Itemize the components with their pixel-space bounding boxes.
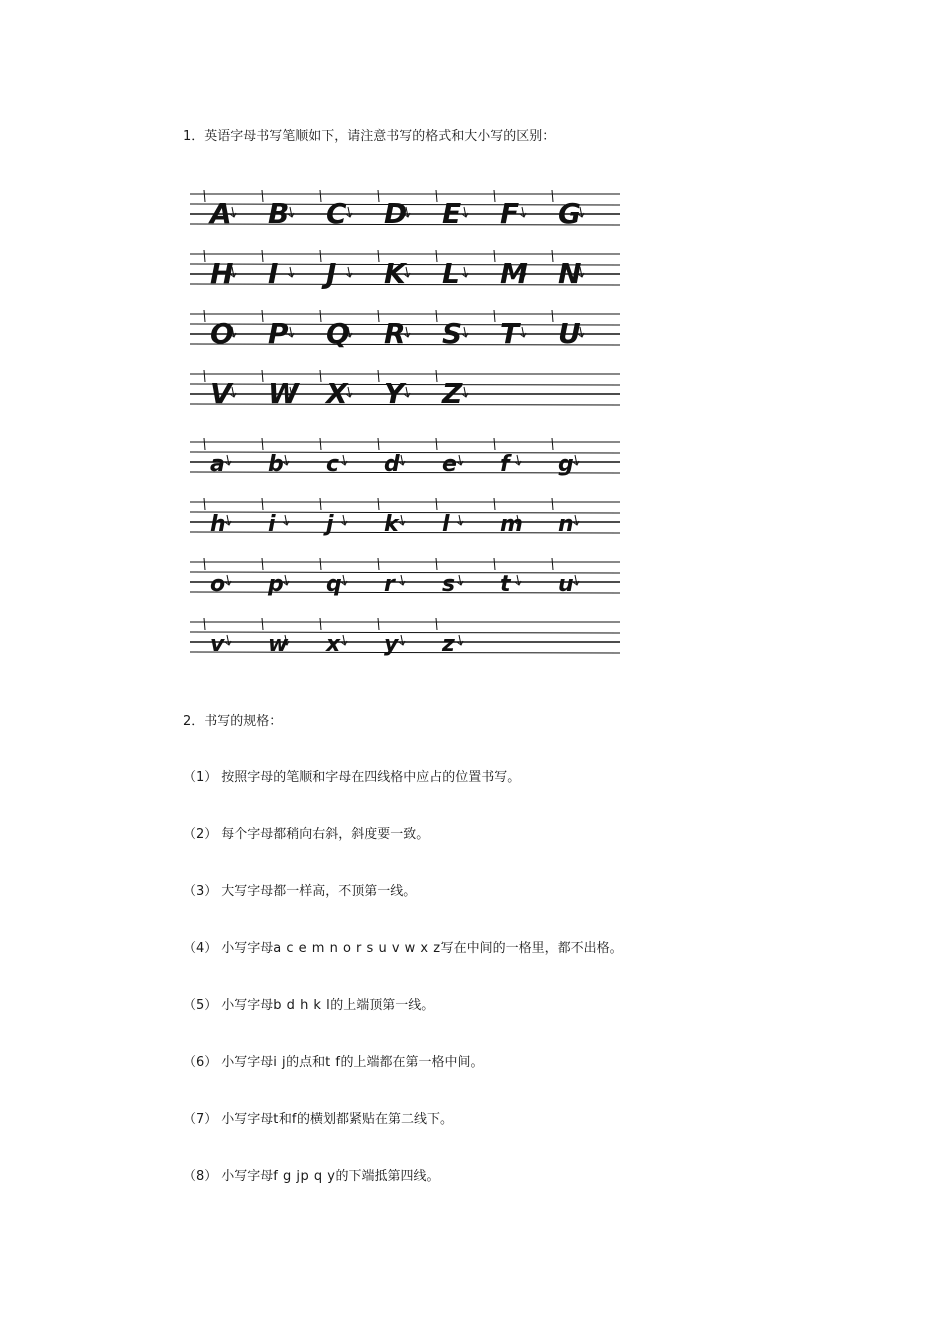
practice-letter: h bbox=[210, 512, 226, 537]
rule-text-pre: 小写字母 bbox=[221, 941, 274, 956]
stroke-arrow-icon bbox=[346, 267, 352, 277]
rule-text-post: 的上端都在第一格中间。 bbox=[340, 1055, 484, 1070]
guide-line bbox=[190, 532, 620, 533]
stroke-tick-icon bbox=[204, 618, 205, 630]
stroke-tick-icon bbox=[494, 498, 495, 510]
practice-letter: n bbox=[558, 512, 574, 537]
practice-letter: A bbox=[210, 197, 232, 230]
stroke-arrow-icon bbox=[283, 515, 289, 525]
stroke-arrow-icon bbox=[520, 327, 526, 337]
stroke-arrow-icon bbox=[573, 455, 579, 465]
rule-text-pre: 小写字母 bbox=[221, 1055, 274, 1070]
stroke-tick-icon bbox=[204, 310, 205, 322]
rule-1 bbox=[183, 770, 520, 786]
stroke-arrow-icon bbox=[462, 207, 468, 217]
practice-letter: p bbox=[268, 572, 284, 597]
rule-letters: f g jp q y bbox=[273, 1169, 336, 1184]
practice-letter: d bbox=[384, 452, 400, 477]
stroke-tick-icon bbox=[320, 250, 321, 262]
stroke-tick-icon bbox=[378, 498, 379, 510]
practice-letter: b bbox=[268, 452, 284, 477]
practice-letter: C bbox=[326, 197, 347, 230]
practice-letter: v bbox=[210, 632, 225, 657]
stroke-tick-icon bbox=[204, 438, 205, 450]
practice-letter: r bbox=[384, 572, 395, 597]
rule-number: （5） bbox=[183, 998, 218, 1013]
stroke-tick-icon bbox=[320, 558, 321, 570]
rule-number: （3） bbox=[183, 884, 218, 899]
practice-letter: V bbox=[210, 377, 232, 410]
rule-6 bbox=[183, 1055, 484, 1071]
guide-line bbox=[190, 512, 620, 513]
stroke-tick-icon bbox=[320, 190, 321, 202]
practice-letter: f bbox=[500, 452, 510, 477]
rule-text-post: 的下端抵第四线。 bbox=[335, 1169, 440, 1184]
stroke-tick-icon bbox=[552, 558, 553, 570]
rule-text-mid: 和 bbox=[278, 1112, 292, 1127]
rule-text-post: 写在中间的一格里，都不出格。 bbox=[440, 941, 623, 956]
stroke-tick-icon bbox=[378, 618, 379, 630]
stroke-arrow-icon bbox=[573, 515, 579, 525]
practice-letter: G bbox=[558, 197, 581, 230]
rule-number: （2） bbox=[183, 827, 218, 842]
section-2-heading: 2．书写的规格： bbox=[183, 714, 283, 729]
stroke-arrow-icon bbox=[399, 515, 405, 525]
stroke-tick-icon bbox=[262, 190, 263, 202]
practice-letter: P bbox=[268, 317, 289, 350]
stroke-tick-icon bbox=[436, 190, 437, 202]
rule-text-post: 的横划都紧贴在第二线下。 bbox=[297, 1112, 454, 1127]
practice-letter: S bbox=[442, 317, 463, 350]
stroke-tick-icon bbox=[378, 250, 379, 262]
rule-5 bbox=[183, 998, 434, 1014]
rule-7 bbox=[183, 1112, 453, 1128]
stroke-arrow-icon bbox=[288, 267, 294, 277]
practice-letter: l bbox=[442, 512, 450, 537]
stroke-tick-icon bbox=[262, 250, 263, 262]
stroke-tick-icon bbox=[320, 370, 321, 382]
rule-8 bbox=[183, 1169, 439, 1185]
handwriting-letter-chart bbox=[190, 180, 622, 670]
practice-letter: U bbox=[558, 317, 581, 350]
guide-line bbox=[190, 384, 620, 385]
rule-letters: b d h k l bbox=[273, 998, 331, 1013]
stroke-arrow-icon bbox=[283, 455, 289, 465]
rule-number: （1） bbox=[183, 770, 218, 785]
practice-letter: s bbox=[442, 572, 456, 597]
stroke-arrow-icon bbox=[520, 207, 526, 217]
stroke-tick-icon bbox=[436, 310, 437, 322]
rule-letters: t bbox=[273, 1112, 279, 1127]
stroke-arrow-icon bbox=[341, 575, 347, 585]
stroke-arrow-icon bbox=[225, 455, 231, 465]
stroke-tick-icon bbox=[204, 498, 205, 510]
practice-letter: u bbox=[558, 572, 574, 597]
practice-letter: x bbox=[326, 632, 341, 657]
practice-letter: t bbox=[500, 572, 511, 597]
stroke-tick-icon bbox=[494, 438, 495, 450]
stroke-tick-icon bbox=[494, 250, 495, 262]
stroke-tick-icon bbox=[552, 310, 553, 322]
stroke-arrow-icon bbox=[225, 635, 231, 645]
stroke-tick-icon bbox=[262, 558, 263, 570]
stroke-arrow-icon bbox=[462, 327, 468, 337]
stroke-tick-icon bbox=[320, 438, 321, 450]
practice-letter: M bbox=[500, 257, 528, 290]
rule-text: 按照字母的笔顺和字母在四线格中应占的位置书写。 bbox=[221, 770, 521, 785]
stroke-tick-icon bbox=[494, 310, 495, 322]
practice-letter: O bbox=[210, 317, 234, 350]
practice-letter: R bbox=[384, 317, 406, 350]
practice-letter: X bbox=[326, 377, 348, 410]
rule-letters: i j bbox=[273, 1055, 287, 1070]
stroke-tick-icon bbox=[262, 310, 263, 322]
stroke-tick-icon bbox=[552, 190, 553, 202]
stroke-arrow-icon bbox=[225, 575, 231, 585]
stroke-tick-icon bbox=[262, 618, 263, 630]
stroke-arrow-icon bbox=[341, 635, 347, 645]
practice-letter: D bbox=[384, 197, 408, 230]
practice-letter: F bbox=[500, 197, 520, 230]
stroke-tick-icon bbox=[494, 190, 495, 202]
practice-letter: c bbox=[326, 452, 340, 477]
guide-line bbox=[190, 592, 620, 593]
guide-line bbox=[190, 572, 620, 573]
stroke-tick-icon bbox=[378, 190, 379, 202]
stroke-tick-icon bbox=[494, 558, 495, 570]
stroke-arrow-icon bbox=[399, 635, 405, 645]
rule-letters: a c e m n o r s u v w x z bbox=[273, 941, 441, 956]
rule-3 bbox=[183, 884, 416, 900]
stroke-tick-icon bbox=[552, 438, 553, 450]
stroke-arrow-icon bbox=[462, 267, 468, 277]
practice-letter: m bbox=[500, 512, 523, 537]
rule-number: （4） bbox=[183, 941, 218, 956]
stroke-tick-icon bbox=[436, 370, 437, 382]
guide-line bbox=[190, 452, 620, 453]
stroke-tick-icon bbox=[378, 558, 379, 570]
guide-line bbox=[190, 652, 620, 653]
practice-letter: e bbox=[442, 452, 457, 477]
guide-line bbox=[190, 404, 620, 405]
stroke-tick-icon bbox=[436, 250, 437, 262]
rule-text-pre: 小写字母 bbox=[221, 1112, 274, 1127]
guide-line bbox=[190, 632, 620, 633]
rule-text-pre: 小写字母 bbox=[221, 998, 274, 1013]
practice-letter: W bbox=[268, 377, 299, 410]
practice-letter: N bbox=[558, 257, 582, 290]
rule-number: （7） bbox=[183, 1112, 218, 1127]
stroke-arrow-icon bbox=[341, 515, 347, 525]
stroke-tick-icon bbox=[262, 370, 263, 382]
stroke-arrow-icon bbox=[573, 575, 579, 585]
practice-letter: y bbox=[384, 632, 399, 657]
stroke-tick-icon bbox=[436, 498, 437, 510]
stroke-tick-icon bbox=[204, 190, 205, 202]
stroke-tick-icon bbox=[204, 250, 205, 262]
practice-letter: k bbox=[384, 512, 399, 537]
practice-letter: q bbox=[326, 572, 342, 597]
practice-letter: B bbox=[268, 197, 290, 230]
practice-letter: Y bbox=[384, 377, 405, 410]
stroke-tick-icon bbox=[552, 250, 553, 262]
section-1-heading: 1．英语字母书写笔顺如下，请注意书写的格式和大小写的区别： bbox=[183, 129, 556, 144]
stroke-arrow-icon bbox=[457, 515, 463, 525]
stroke-tick-icon bbox=[320, 310, 321, 322]
practice-letter: L bbox=[442, 257, 460, 290]
stroke-arrow-icon bbox=[225, 515, 231, 525]
practice-letter: z bbox=[442, 632, 455, 657]
stroke-tick-icon bbox=[262, 498, 263, 510]
stroke-tick-icon bbox=[436, 558, 437, 570]
stroke-tick-icon bbox=[378, 438, 379, 450]
stroke-arrow-icon bbox=[341, 455, 347, 465]
stroke-arrow-icon bbox=[457, 575, 463, 585]
rule-number: （8） bbox=[183, 1169, 218, 1184]
stroke-arrow-icon bbox=[346, 207, 352, 217]
rule-number: （6） bbox=[183, 1055, 218, 1070]
practice-letter: j bbox=[326, 512, 334, 537]
rule-4 bbox=[183, 941, 623, 957]
practice-letter: o bbox=[210, 572, 226, 597]
rule-text-mid: 的点和 bbox=[286, 1055, 326, 1070]
rule-text: 大写字母都一样高，不顶第一线。 bbox=[221, 884, 417, 899]
stroke-tick-icon bbox=[378, 310, 379, 322]
stroke-arrow-icon bbox=[515, 455, 521, 465]
stroke-tick-icon bbox=[204, 370, 205, 382]
practice-letter: T bbox=[500, 317, 520, 350]
stroke-arrow-icon bbox=[399, 455, 405, 465]
stroke-arrow-icon bbox=[288, 327, 294, 337]
stroke-tick-icon bbox=[320, 498, 321, 510]
stroke-tick-icon bbox=[436, 438, 437, 450]
stroke-arrow-icon bbox=[457, 455, 463, 465]
practice-letter: K bbox=[384, 257, 406, 290]
stroke-tick-icon bbox=[552, 498, 553, 510]
rule-text: 每个字母都稍向右斜，斜度要一致。 bbox=[221, 827, 430, 842]
practice-letter: E bbox=[442, 197, 462, 230]
stroke-tick-icon bbox=[378, 370, 379, 382]
practice-letter: H bbox=[210, 257, 234, 290]
practice-letter: I bbox=[268, 257, 279, 290]
practice-letter: a bbox=[210, 452, 225, 477]
rule-text-post: 的上端顶第一线。 bbox=[330, 998, 435, 1013]
stroke-arrow-icon bbox=[515, 575, 521, 585]
practice-letter: g bbox=[558, 452, 574, 477]
rule-letters-2: f bbox=[291, 1112, 297, 1127]
stroke-tick-icon bbox=[320, 618, 321, 630]
stroke-arrow-icon bbox=[404, 387, 410, 397]
practice-letter: Z bbox=[442, 377, 463, 410]
stroke-tick-icon bbox=[436, 618, 437, 630]
guide-line bbox=[190, 472, 620, 473]
practice-letter: i bbox=[268, 512, 276, 537]
stroke-arrow-icon bbox=[399, 575, 405, 585]
practice-letter: Q bbox=[326, 317, 350, 350]
stroke-arrow-icon bbox=[283, 575, 289, 585]
stroke-tick-icon bbox=[204, 558, 205, 570]
stroke-arrow-icon bbox=[457, 635, 463, 645]
practice-letter: w bbox=[268, 632, 289, 657]
practice-letter: J bbox=[326, 257, 337, 290]
rule-2 bbox=[183, 827, 429, 843]
stroke-tick-icon bbox=[262, 438, 263, 450]
rule-text-pre: 小写字母 bbox=[221, 1169, 274, 1184]
stroke-arrow-icon bbox=[462, 387, 468, 397]
rule-letters-2: t f bbox=[325, 1055, 341, 1070]
